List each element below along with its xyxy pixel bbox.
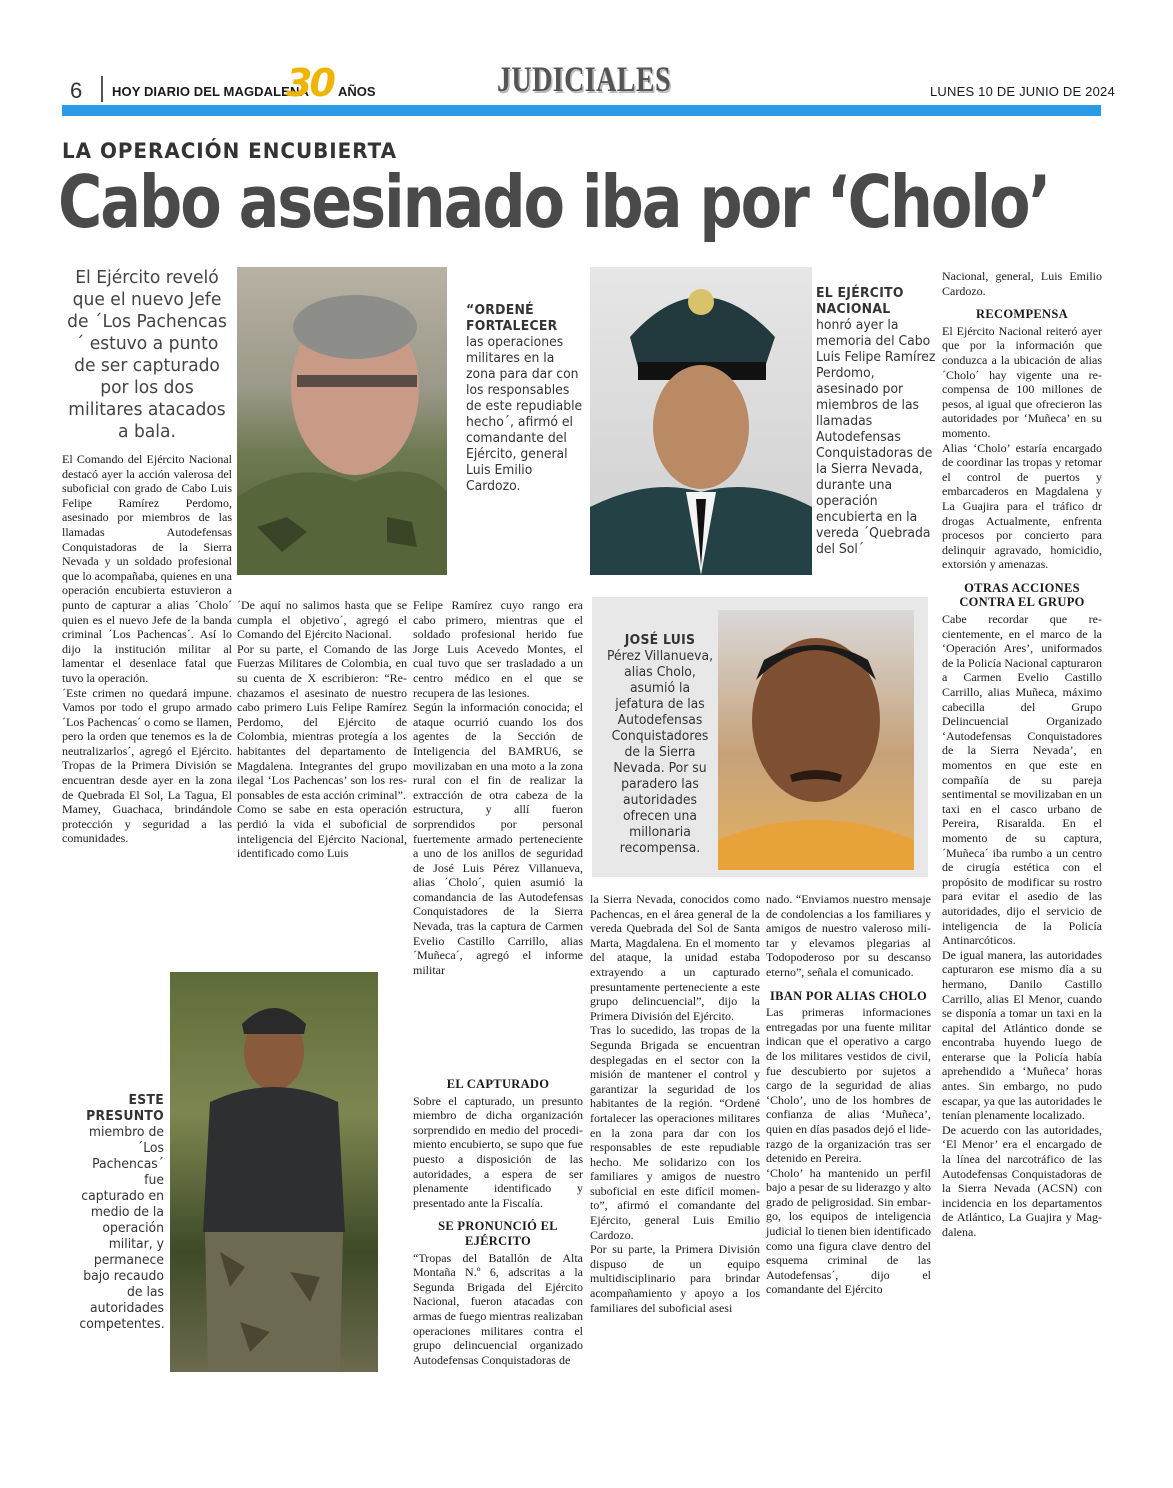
paragraph: Cabe recordar que recientemente, en el marco de la ‘Operación Ares’, uniformados de la Policía Nacional capturaron a Carmen Evelio Castillo Carrillo, alias Muñeca, máximo cabecilla del Grupo Delincuencial Organizado ‘Autodefensas Conquistadores de la Sierra Nevada’, en momentos en que este en compañía de su pareja sentimental se movilizaban en un taxi en el casco urbano de Pereira, Risaralda. En el momento de su captura, ´Muñeca´ iba rumbo a un centro de cirugía estética con el propósito de modificar su rostro para evitar el asedio de las autoridades, dijo el servicio de inteligencia de la Policía Antinarcóticos. [942, 612, 1102, 948]
article-kicker: LA OPERACIÓN ENCUBIERTA [62, 139, 398, 163]
paragraph: Felipe Ramírez cuyo rango era cabo primero, mientras que el soldado profesional herido fue Jorge Luis Acevedo Montes, el cual tuvo que ser trasladado a un centro médico en el que se recupera de las lesiones. [413, 598, 583, 700]
paragraph: El Comando del Ejército Nacional destacó ayer la acción valerosa del suboficial con grado de Cabo Luis Felipe Ramírez Perdomo, asesinado por miembros de las llamadas Autodefensas Conquistadoras de la Sierra Nevada y un soldado profesional que lo acompañaba, quienes en una operación encubierta estuvieron a punto de capturar a alias ´Cholo´ quien es el nuevo Jefe de la banda criminal ´Los Pachencas´. Así lo dijo la institución militar al lamentar el desenlace fatal que tuvo la operación. [62, 452, 232, 685]
issue-date: LUNES 10 DE JUNIO DE 2024 [930, 84, 1115, 99]
newspaper-name: HOY DIARIO DEL MAGDALENA [112, 84, 309, 99]
page-number: 6 [70, 78, 83, 103]
paragraph: Según la información conocida; el ataque ocurrió cuando los dos agentes de la Sección de Inteligencia del BAMRU6, se movilizaban en una moto a la zona rural con el fin de realizar la extracción de otra cabeza de la estructura, y allí fueron sorprendidos por personal fuertemente armado perteneciente a uno de los anillos de seguridad de José Luis Pérez Villanueva, alias ´Cholo´, quien asumió la comandancia de las Autodefensas Conquistadores de la Sierra Nevada, tras la captura de Carmen Evelio Castillo Carrillo, alias ´Muñeca´, agregó el informe militar [413, 700, 583, 977]
subhead-otras-acciones: OTRAS ACCIONES CONTRA EL GRUPO [959, 580, 1085, 610]
body-column-3-lower [413, 1068, 583, 1367]
anniversary-suffix: AÑOS [338, 84, 376, 99]
paragraph: Por su parte, el Comando de las Fuerzas Militares de Colombia, en su cuenta de X escribieron: “Rechazamos el asesinato de nuestro cabo primero Luis Felipe Ramírez Perdomo, del Ejército de Colombia, mientras protegía a los habitantes del departamento de Magdalena. Integrantes del grupo ilegal ‘Los Pachencas’ son los responsables de esta acción criminal”. [237, 641, 407, 802]
paragraph: “Tropas del Batallón de Alta Montaña N.º 6, adscritas a la Segunda Brigada del Ejército Nacional, fueron atacadas con armas de fuego mientras realizaban operaciones militares contra el grupo delincuencial organizado Autodefensas Conquistadoras de [413, 1250, 583, 1367]
subhead-cholo: IBAN POR ALIAS CHOLO [769, 988, 928, 1003]
paragraph: El Ejército Nacional reiteró ayer que por la información que conduzca a la ubicación de alias ´Cholo´ hay vigente una recompensa de 100 millones de pesos, al igual que ofrecieron las autoridades por ‘Muñeca’ en su momento. [942, 323, 1102, 440]
anniversary-logo [286, 64, 340, 100]
body-column-5 [766, 892, 931, 1297]
body-column-3 [413, 598, 583, 977]
paragraph: Nacional, general, Luis Emilio Cardozo. [942, 269, 1102, 298]
article-headline: Cabo asesinado iba por ‘Cholo’ [58, 160, 1050, 244]
paragraph: Como se sabe en esta operación perdió la vida el suboficial de inteligencia del Ejército Nacional, identificado como Luis [237, 802, 407, 861]
general-portrait-photo [237, 267, 447, 575]
paragraph: ´De aquí no salimos hasta que se cumpla el objetivo´, agregó el Comando del Ejército Nacional. [237, 598, 407, 642]
paragraph: Por su parte, la Primera División dispuso de un equipo multidisciplinario para brindar acompañamiento y apoyo a los familiares del suboficial asesi [590, 1242, 760, 1315]
subhead-capturado: EL CAPTURADO [446, 1077, 550, 1091]
paragraph: Alias ‘Cholo’ estaría encargado de coordinar las tropas y retomar el control de puertos y embarcaderos en Magdalena y La Guajira para el tráfico dr drogas Actualmente, enfrenta procesos por concierto para delinquir agravado, homicidio, extorsión y amenazas. [942, 440, 1102, 572]
caption-cholo-text: Pérez Villanueva, alias Cholo, asumió la jefatura de las Autodefensas Conquistadores de la Sierra Nevada. Por su paradero las autoridades ofrecen una millonaria recompensa. [606, 648, 714, 856]
caption-suspect-text: miembro de ´Los Pachencas´ fue capturado en medio de la operación militar, y permanece bajo recaudo de las autoridades competentes. [79, 1124, 165, 1332]
paragraph: De acuerdo con las autoridades, ‘El Menor’ era el encargado de la línea del narcotráfico de las Autodefensas Conquistadoras de la Sierra Nevada (ACSN) con incidencia en los departamentos de Atlántico, La Guajira y Magdalena. [942, 1122, 1102, 1239]
article-lead: El Ejército reveló que el nuevo Jefe de ´Los Pachencas´ estuvo a punto de ser capturado por los dos militares atacados a bala. [67, 267, 227, 442]
paragraph: la Sierra Nevada, conocidos como Pachencas, en el área general de la vereda Quebrada del Sol de Santa Marta, Magdalena. En el momento del ataque, la unidad estaba extrayendo a un capturado presuntamente perteneciente a este grupo delincuencial”, dijo la Primera División del Ejército. [590, 892, 760, 1023]
caption-suspect [79, 1092, 164, 1332]
body-column-6 [942, 269, 1102, 1240]
paragraph: nado. “Enviamos nuestro mensaje de condolencias a los familiares y amigos de nuestro valeroso militar y elevamos plegarias al Todopoderoso por su descanso eterno”, señala el comunicado. [766, 892, 931, 979]
captured-suspect-photo [170, 972, 378, 1372]
caption-general-lead: “ORDENÉ FORTALECER [466, 302, 558, 334]
caption-cabo-text: honró ayer la memoria del Cabo Luis Felipe Ramírez Perdomo, asesinado por miembros de las llamadas Autodefensas Conquistadoras de la Sierra Nevada, durante una operación encubierta en la vereda ´Quebrada del Sol´ [816, 317, 936, 557]
body-column-2 [237, 598, 407, 861]
body-column-4 [590, 892, 760, 1315]
cabo-portrait-photo [590, 267, 812, 575]
body-column-1 [62, 452, 232, 846]
caption-cholo-lead: JOSÉ LUIS [624, 632, 696, 648]
subhead-pronuncio: SE PRONUNCIÓ EL EJÉRCITO [438, 1219, 558, 1248]
caption-cholo [605, 632, 715, 856]
cholo-portrait-photo [718, 610, 914, 870]
paragraph: De igual manera, las autoridades capturaron ese mismo día a su hermano, Danilo Castillo Carrillo, alias El Menor, cuando se disponía a tomar un taxi en la capital del Atlántico donde se encontraba huyendo luego de enterarse que la Policía había aprehendido a ‘Muñeca’ horas antes. Sin embargo, no pudo escapar, ya que las autoridades le tenían plenamente localizado. [942, 947, 1102, 1123]
caption-cabo [816, 285, 936, 557]
header-divider [101, 76, 103, 102]
section-title: JUDICIALES [497, 59, 671, 99]
caption-general [466, 302, 586, 494]
paragraph: Tras lo sucedido, las tropas de la Segunda Brigada se encuentran desplegadas en el sector con la misión de mantener el control y garantizar la seguridad de los habitantes de la región. “Ordené fortalecer las operaciones militares en la zona para dar con los responsables de este repudiable hecho. Me solidarizo con los familiares y amigos de nuestro suboficial en este difícil momento”, afirmó el comandante del Ejército, general Luis Emilio Cardozo. [590, 1023, 760, 1242]
paragraph: Sobre el capturado, un presunto miembro de dicha organización sorprendido en medio del procedimiento encubierto, se supo que fue puesto a disposición de las autoridades, a espera de ser plenamente identificado y presentado ante la Fiscalía. [413, 1093, 583, 1210]
header-accent-bar [62, 105, 1101, 116]
caption-suspect-lead: ESTE PRESUNTO [86, 1092, 164, 1124]
caption-general-text: las operaciones militares en la zona para dar con los responsables de este repudiable hecho´, afirmó el comandante del Ejército, general Luis Emilio Cardozo. [466, 334, 583, 494]
paragraph: Las primeras informaciones entregadas por una fuente militar indican que el operativo a cargo de los militares vestidos de civil, fue descubierto por sujetos a cargo de la seguridad de alias ‘Cholo’, uno de los hombres de confianza de alias ‘Muñeca’, quien en días pasados dejó el liderazgo de la organización tras ser detenido en Pereira. [766, 1005, 931, 1166]
logo-number: 30 [286, 64, 333, 100]
subhead-recompensa: RECOMPENSA [976, 307, 1068, 322]
paragraph: ‘Cholo’ ha mantenido un perfil bajo a pesar de su liderazgo y alto grado de peligrosidad. Sin embargo, los equipos de inteligencia judicial lo tienen bien identificado como una figura clave dentro del esquema criminal de las Autodefensas´, dijo el comandante del Ejército [766, 1165, 931, 1297]
caption-cabo-lead: EL EJÉRCITO NACIONAL [816, 285, 904, 317]
paragraph: ´Este crimen no quedará impune. Vamos por todo el grupo armado ´Los Pachencas´ o como se llamen, pero la orden que tenemos es la de neutralizarlos´, agregó el Ejército. Tropas de la Primera División se encuentran desde ayer en la zona de Quebrada El Sol, La Tagua, El Mamey, Guachaca, brindándole protección y seguridad a las comunidades. [62, 685, 232, 846]
